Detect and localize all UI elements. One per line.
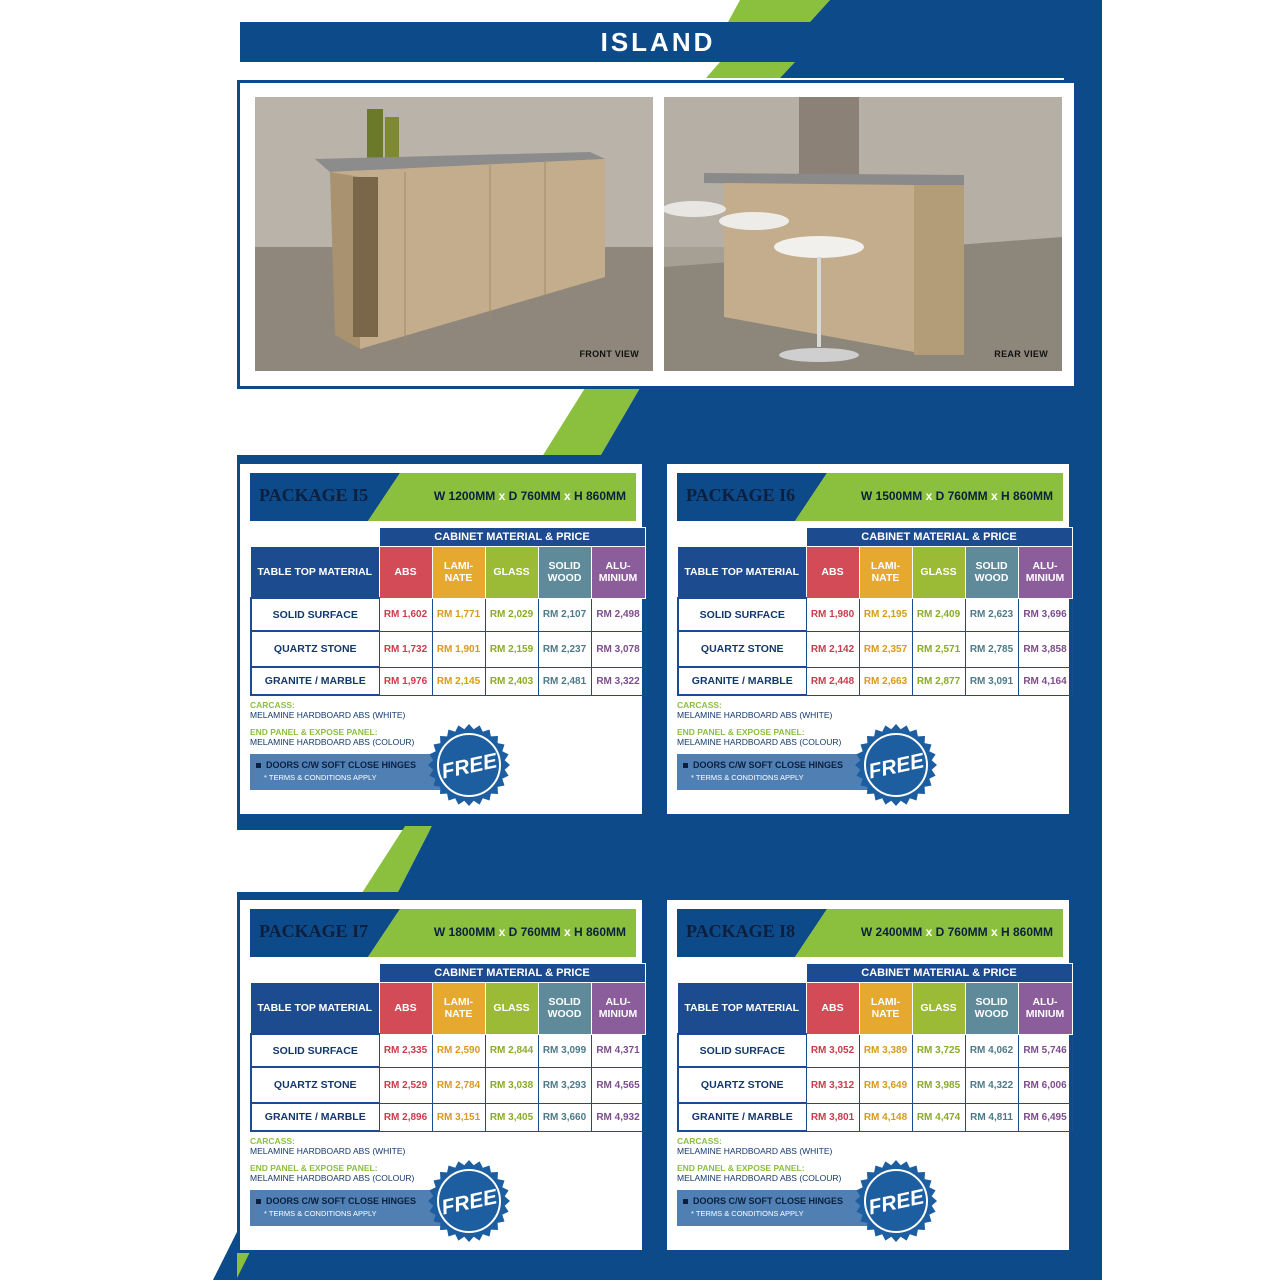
material-header-sol (965, 547, 1018, 599)
price-cell: RM 1,901 (432, 631, 485, 667)
material-header-abs (379, 547, 432, 599)
price-cell: RM 4,164 (1018, 667, 1072, 695)
cabinet-material-header: CABINET MATERIAL & PRICE (379, 528, 645, 547)
price-cell: RM 3,858 (1018, 631, 1072, 667)
dim-separator: x (925, 925, 933, 939)
row-label: SOLID SURFACE (251, 1034, 379, 1067)
package-card (237, 461, 645, 817)
material-label-line1: SOLID (548, 996, 581, 1009)
material-label-line2: MINIUM (598, 572, 638, 585)
row-label: GRANITE / MARBLE (678, 1103, 806, 1131)
price-cell: RM 2,785 (965, 631, 1018, 667)
table-top-header: TABLE TOP MATERIAL (678, 547, 806, 599)
panel-label: END PANEL & EXPOSE PANEL: (250, 1163, 378, 1173)
package-name: PACKAGE I5 (259, 485, 369, 505)
material-label-line1: GLASS (493, 1002, 530, 1015)
price-cell: RM 5,746 (1018, 1034, 1072, 1067)
cabinet-material-header: CABINET MATERIAL & PRICE (806, 528, 1072, 547)
price-cell: RM 2,029 (485, 598, 538, 631)
panel-label: END PANEL & EXPOSE PANEL: (677, 1163, 805, 1173)
carcass-label: CARCASS: (677, 700, 722, 710)
price-cell: RM 3,649 (859, 1067, 912, 1103)
bullet-icon (256, 1199, 261, 1204)
price-cell: RM 3,078 (591, 631, 645, 667)
price-cell: RM 6,495 (1018, 1103, 1072, 1131)
front-view-caption: FRONT VIEW (579, 349, 639, 359)
material-label-line1: ABS (821, 1002, 844, 1015)
free-offer-box (250, 1190, 450, 1226)
package-dimensions (861, 489, 1053, 503)
price-cell: RM 4,811 (965, 1103, 1018, 1131)
material-label-line1: GLASS (920, 566, 957, 579)
panel-value: MELAMINE HARDBOARD ABS (COLOUR) (677, 737, 842, 747)
material-header-lam (859, 983, 912, 1035)
price-cell: RM 2,159 (485, 631, 538, 667)
price-cell: RM 4,371 (591, 1034, 645, 1067)
package-header (250, 909, 636, 957)
free-badge-icon (854, 723, 938, 807)
package-dimensions (861, 925, 1053, 939)
table-top-header: TABLE TOP MATERIAL (678, 983, 806, 1035)
carcass-value: MELAMINE HARDBOARD ABS (WHITE) (250, 710, 406, 720)
price-cell: RM 3,293 (538, 1067, 591, 1103)
price-cell: RM 3,038 (485, 1067, 538, 1103)
row-label: SOLID SURFACE (251, 598, 379, 631)
price-cell: RM 2,145 (432, 667, 485, 695)
table-row (251, 631, 645, 667)
photo-panel (237, 80, 1077, 389)
material-label-line1: SOLID (975, 996, 1008, 1009)
material-label-line1: LAMI- (870, 996, 901, 1009)
price-cell: RM 3,985 (912, 1067, 965, 1103)
carcass-value: MELAMINE HARDBOARD ABS (WHITE) (677, 1146, 833, 1156)
row-label: QUARTZ STONE (678, 1067, 806, 1103)
package-dimensions (434, 925, 626, 939)
price-cell: RM 1,771 (432, 598, 485, 631)
material-label-line2: WOOD (974, 572, 1009, 585)
price-cell: RM 2,357 (859, 631, 912, 667)
material-label-line2: MINIUM (598, 1008, 638, 1021)
price-cell: RM 2,237 (538, 631, 591, 667)
table-top-header: TABLE TOP MATERIAL (251, 983, 379, 1035)
price-cell: RM 2,409 (912, 598, 965, 631)
dim-separator: x (563, 925, 571, 939)
price-cell: RM 2,623 (965, 598, 1018, 631)
dim-separator: x (990, 925, 998, 939)
material-label-line1: LAMI- (443, 996, 474, 1009)
material-label-line2: NATE (871, 1008, 900, 1021)
price-cell: RM 2,844 (485, 1034, 538, 1067)
terms-note: * TERMS & CONDITIONS APPLY (691, 773, 804, 782)
dim-width: W 2400MM (860, 925, 923, 939)
price-cell: RM 2,481 (538, 667, 591, 695)
material-label-line1: LAMI- (870, 560, 901, 573)
material-header-alu (591, 983, 645, 1035)
package-dimensions (434, 489, 626, 503)
package-name: PACKAGE I6 (686, 485, 796, 505)
material-header-lam (432, 983, 485, 1035)
dim-height: H 860MM (573, 489, 626, 503)
table-top-header: TABLE TOP MATERIAL (251, 547, 379, 599)
table-row (678, 1034, 1072, 1067)
free-badge-text: FREE (866, 749, 927, 784)
dim-separator: x (925, 489, 933, 503)
material-header-gla (485, 983, 538, 1035)
material-label-line2: NATE (871, 572, 900, 585)
doors-offer (256, 1196, 416, 1206)
material-label-line2: MINIUM (1025, 1008, 1065, 1021)
material-notes (250, 1136, 450, 1190)
doors-offer-text: DOORS C/W SOFT CLOSE HINGES (266, 1196, 417, 1206)
doors-offer (683, 1196, 843, 1206)
row-label: SOLID SURFACE (678, 598, 806, 631)
material-label-line2: WOOD (547, 1008, 582, 1021)
dim-depth: D 760MM (935, 925, 988, 939)
material-header-gla (485, 547, 538, 599)
price-table (250, 527, 646, 696)
price-cell: RM 2,448 (806, 667, 859, 695)
cabinet-material-header: CABINET MATERIAL & PRICE (806, 964, 1072, 983)
dim-height: H 860MM (1000, 489, 1053, 503)
free-badge-text: FREE (439, 1185, 500, 1220)
dim-depth: D 760MM (935, 489, 988, 503)
row-label: QUARTZ STONE (678, 631, 806, 667)
material-label-line1: ALU- (605, 996, 631, 1009)
material-header-gla (912, 547, 965, 599)
price-cell: RM 3,389 (859, 1034, 912, 1067)
terms-note: * TERMS & CONDITIONS APPLY (264, 1209, 377, 1218)
table-row (251, 598, 645, 631)
free-badge-text: FREE (866, 1185, 927, 1220)
price-table (677, 527, 1073, 696)
price-cell: RM 2,529 (379, 1067, 432, 1103)
material-header-alu (591, 547, 645, 599)
material-header-lam (859, 547, 912, 599)
free-offer-box (677, 754, 877, 790)
material-header-alu (1018, 547, 1072, 599)
page-title: ISLAND (240, 22, 1076, 62)
carcass-label: CARCASS: (250, 700, 295, 710)
price-cell: RM 6,006 (1018, 1067, 1072, 1103)
material-label-line1: ABS (821, 566, 844, 579)
row-label: QUARTZ STONE (251, 631, 379, 667)
free-badge-icon (427, 723, 511, 807)
package-card (664, 461, 1072, 817)
material-header-sol (965, 983, 1018, 1035)
price-cell: RM 2,663 (859, 667, 912, 695)
material-label-line1: ALU- (605, 560, 631, 573)
bullet-icon (683, 1199, 688, 1204)
dim-height: H 860MM (1000, 925, 1053, 939)
material-label-line1: ABS (394, 566, 417, 579)
price-cell: RM 4,148 (859, 1103, 912, 1131)
row-label: GRANITE / MARBLE (678, 667, 806, 695)
table-row (251, 1034, 645, 1067)
panel-value: MELAMINE HARDBOARD ABS (COLOUR) (250, 737, 415, 747)
package-header (677, 473, 1063, 521)
dim-width: W 1200MM (433, 489, 496, 503)
material-label-line1: ALU- (1032, 996, 1058, 1009)
price-cell: RM 2,590 (432, 1034, 485, 1067)
price-cell: RM 1,976 (379, 667, 432, 695)
row-label: GRANITE / MARBLE (251, 667, 379, 695)
material-label-line1: LAMI- (443, 560, 474, 573)
price-cell: RM 2,335 (379, 1034, 432, 1067)
terms-note: * TERMS & CONDITIONS APPLY (691, 1209, 804, 1218)
row-label: QUARTZ STONE (251, 1067, 379, 1103)
row-label: SOLID SURFACE (678, 1034, 806, 1067)
price-cell: RM 2,498 (591, 598, 645, 631)
table-row (251, 667, 645, 695)
dim-separator: x (498, 925, 506, 939)
material-header-alu (1018, 983, 1072, 1035)
free-badge-text: FREE (439, 749, 500, 784)
price-cell: RM 4,565 (591, 1067, 645, 1103)
price-cell: RM 2,107 (538, 598, 591, 631)
package-name: PACKAGE I7 (259, 921, 369, 941)
free-offer-box (250, 754, 450, 790)
rear-view-photo (664, 97, 1062, 371)
price-cell: RM 3,660 (538, 1103, 591, 1131)
price-table (677, 963, 1073, 1132)
doors-offer-text: DOORS C/W SOFT CLOSE HINGES (266, 760, 417, 770)
rear-view-caption: REAR VIEW (994, 349, 1048, 359)
package-card (664, 897, 1072, 1253)
carcass-label: CARCASS: (677, 1136, 722, 1146)
table-row (678, 1067, 1072, 1103)
package-name: PACKAGE I8 (686, 921, 796, 941)
doors-offer-text: DOORS C/W SOFT CLOSE HINGES (693, 1196, 844, 1206)
free-badge-icon (854, 1159, 938, 1243)
price-cell: RM 3,151 (432, 1103, 485, 1131)
dim-width: W 1500MM (860, 489, 923, 503)
table-row (251, 1103, 645, 1131)
material-header-lam (432, 547, 485, 599)
material-notes (250, 700, 450, 754)
price-cell: RM 3,312 (806, 1067, 859, 1103)
table-row (678, 631, 1072, 667)
price-cell: RM 3,052 (806, 1034, 859, 1067)
material-label-line2: MINIUM (1025, 572, 1065, 585)
price-cell: RM 3,405 (485, 1103, 538, 1131)
package-card (237, 897, 645, 1253)
material-label-line2: WOOD (974, 1008, 1009, 1021)
doors-offer (683, 760, 843, 770)
material-label-line2: NATE (444, 1008, 473, 1021)
price-cell: RM 4,062 (965, 1034, 1018, 1067)
price-cell: RM 2,403 (485, 667, 538, 695)
price-cell: RM 3,091 (965, 667, 1018, 695)
material-header-gla (912, 983, 965, 1035)
price-table (250, 963, 646, 1132)
material-header-abs (379, 983, 432, 1035)
price-cell: RM 3,322 (591, 667, 645, 695)
row-label: GRANITE / MARBLE (251, 1103, 379, 1131)
dim-separator: x (563, 489, 571, 503)
dim-width: W 1800MM (433, 925, 496, 939)
bullet-icon (683, 763, 688, 768)
material-label-line1: ALU- (1032, 560, 1058, 573)
price-cell: RM 2,195 (859, 598, 912, 631)
panel-label: END PANEL & EXPOSE PANEL: (677, 727, 805, 737)
material-label-line1: GLASS (493, 566, 530, 579)
material-header-sol (538, 547, 591, 599)
price-cell: RM 2,571 (912, 631, 965, 667)
panel-value: MELAMINE HARDBOARD ABS (COLOUR) (677, 1173, 842, 1183)
price-cell: RM 2,784 (432, 1067, 485, 1103)
dim-depth: D 760MM (508, 489, 561, 503)
price-cell: RM 3,801 (806, 1103, 859, 1131)
table-row (678, 667, 1072, 695)
package-header (677, 909, 1063, 957)
material-label-line1: SOLID (548, 560, 581, 573)
price-cell: RM 4,322 (965, 1067, 1018, 1103)
free-offer-box (677, 1190, 877, 1226)
table-row (678, 598, 1072, 631)
terms-note: * TERMS & CONDITIONS APPLY (264, 773, 377, 782)
price-cell: RM 3,725 (912, 1034, 965, 1067)
table-row (251, 1067, 645, 1103)
price-cell: RM 1,732 (379, 631, 432, 667)
material-header-abs (806, 547, 859, 599)
dim-separator: x (990, 489, 998, 503)
carcass-label: CARCASS: (250, 1136, 295, 1146)
panel-label: END PANEL & EXPOSE PANEL: (250, 727, 378, 737)
price-cell: RM 3,099 (538, 1034, 591, 1067)
material-label-line1: ABS (394, 1002, 417, 1015)
doors-offer-text: DOORS C/W SOFT CLOSE HINGES (693, 760, 844, 770)
cabinet-material-header: CABINET MATERIAL & PRICE (379, 964, 645, 983)
material-label-line2: NATE (444, 572, 473, 585)
price-cell: RM 2,142 (806, 631, 859, 667)
doors-offer (256, 760, 416, 770)
price-cell: RM 1,602 (379, 598, 432, 631)
material-label-line2: WOOD (547, 572, 582, 585)
price-cell: RM 3,696 (1018, 598, 1072, 631)
table-row (678, 1103, 1072, 1131)
panel-value: MELAMINE HARDBOARD ABS (COLOUR) (250, 1173, 415, 1183)
price-cell: RM 1,980 (806, 598, 859, 631)
free-badge-icon (427, 1159, 511, 1243)
front-view-photo (255, 97, 653, 371)
carcass-value: MELAMINE HARDBOARD ABS (WHITE) (250, 1146, 406, 1156)
material-notes (677, 700, 877, 754)
material-header-abs (806, 983, 859, 1035)
material-notes (677, 1136, 877, 1190)
price-cell: RM 4,932 (591, 1103, 645, 1131)
package-header (250, 473, 636, 521)
dim-depth: D 760MM (508, 925, 561, 939)
price-cell: RM 2,877 (912, 667, 965, 695)
carcass-value: MELAMINE HARDBOARD ABS (WHITE) (677, 710, 833, 720)
price-cell: RM 2,896 (379, 1103, 432, 1131)
material-label-line1: GLASS (920, 1002, 957, 1015)
dim-height: H 860MM (573, 925, 626, 939)
dim-separator: x (498, 489, 506, 503)
material-label-line1: SOLID (975, 560, 1008, 573)
bullet-icon (256, 763, 261, 768)
price-cell: RM 4,474 (912, 1103, 965, 1131)
material-header-sol (538, 983, 591, 1035)
